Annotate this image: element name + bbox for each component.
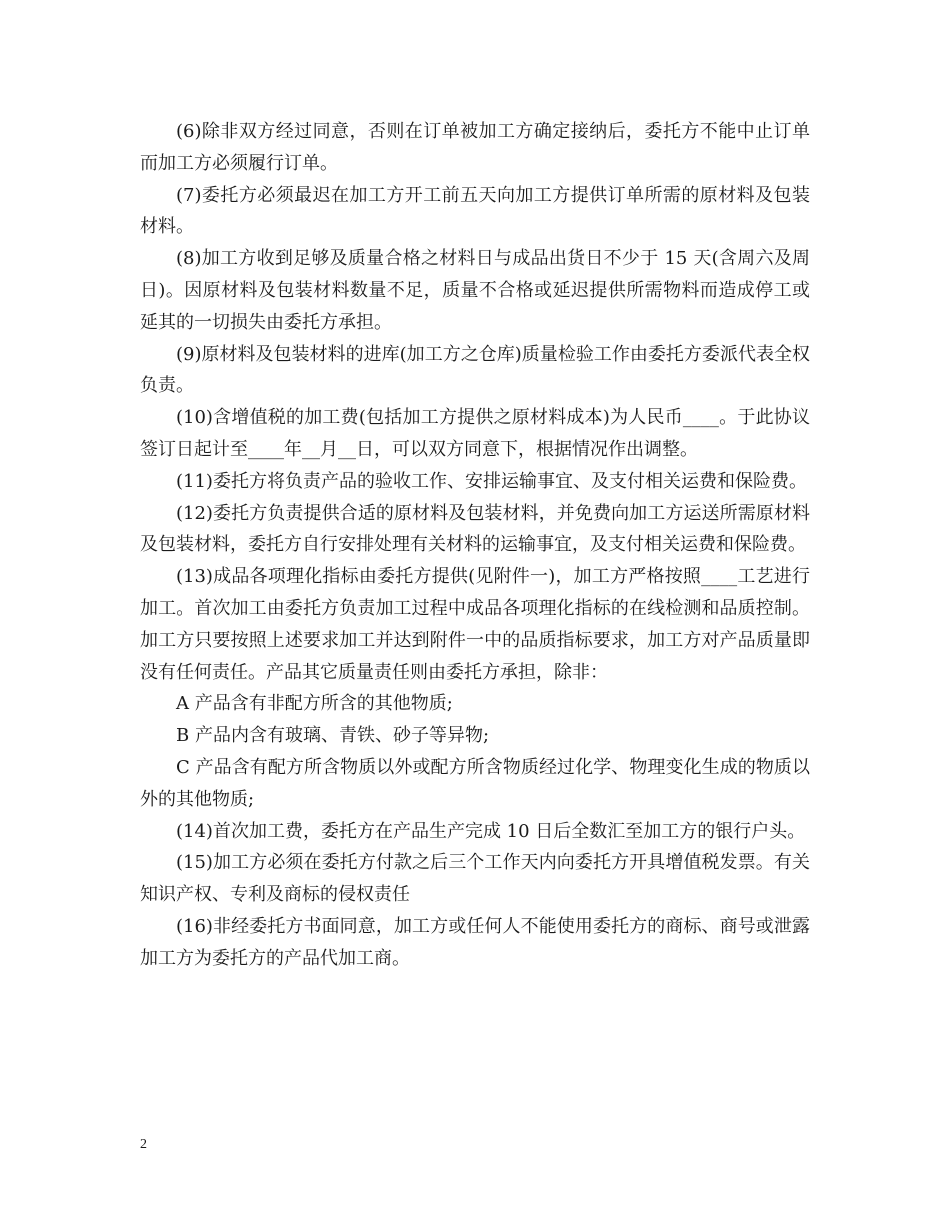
clause-6: (6)除非双方经过同意，否则在订单被加工方确定接纳后，委托方不能中止订单而加工方必须履行订单。 — [140, 121, 810, 174]
clause-8: (8)加工方收到足够及质量合格之材料日与成品出货日不少于 15 天(含周六及周日)。因原材料及包装材料数量不足，质量不合格或延迟提供所需物料而造成停工或延其的一切损失由委托方承担。 — [140, 248, 810, 333]
page-number: 2 — [140, 1137, 147, 1152]
clause-13: (13)成品各项理化指标由委托方提供(见附件一)，加工方严格按照____工艺进行加工。首次加工由委托方负责加工过程中成品各项理化指标的在线检测和品质控制。加工方只要按照上述要求加工并达到附件一中的品质指标要求，加工方对产品质量即没有任何责任。产品其它质量责任则由委托方承担，除非： — [140, 566, 810, 683]
clause-13-item-a: A 产品含有非配方所含的其他物质; — [176, 693, 453, 715]
clause-11: (11)委托方将负责产品的验收工作、安排运输事宜、及支付相关运费和保险费。 — [176, 470, 807, 492]
clause-7: (7)委托方必须最迟在加工方开工前五天向加工方提供订单所需的原材料及包装材料。 — [140, 184, 810, 238]
clause-15: (15)加工方必须在委托方付款之后三个工作天内向委托方开具增值税发票。有关知识产权、专利及商标的侵权责任 — [140, 852, 810, 906]
clause-13-item-b: B 产品内含有玻璃、青铁、砂子等异物; — [176, 725, 490, 747]
clause-16: (16)非经委托方书面同意，加工方或任何人不能使用委托方的商标、商号或泄露加工方为委托方的产品代加工商。 — [140, 915, 810, 969]
document-body — [140, 116, 810, 975]
clause-9: (9)原材料及包装材料的进库(加工方之仓库)质量检验工作由委托方委派代表全权负责。 — [140, 343, 810, 397]
clause-12: (12)委托方负责提供合适的原材料及包装材料，并免费向加工方运送所需原材料及包装材料，委托方自行安排处理有关材料的运输事宜，及支付相关运费和保险费。 — [140, 502, 810, 556]
clause-13-item-c: C 产品含有配方所含物质以外或配方所含物质经过化学、物理变化生成的物质以外的其他物质; — [140, 756, 810, 810]
clause-10: (10)含增值税的加工费(包括加工方提供之原材料成本)为人民币____。于此协议签订日起计至____年__月__日，可以双方同意下，根据情况作出调整。 — [140, 407, 810, 460]
clause-14: (14)首次加工费，委托方在产品生产完成 10 日后全数汇至加工方的银行户头。 — [176, 820, 806, 842]
